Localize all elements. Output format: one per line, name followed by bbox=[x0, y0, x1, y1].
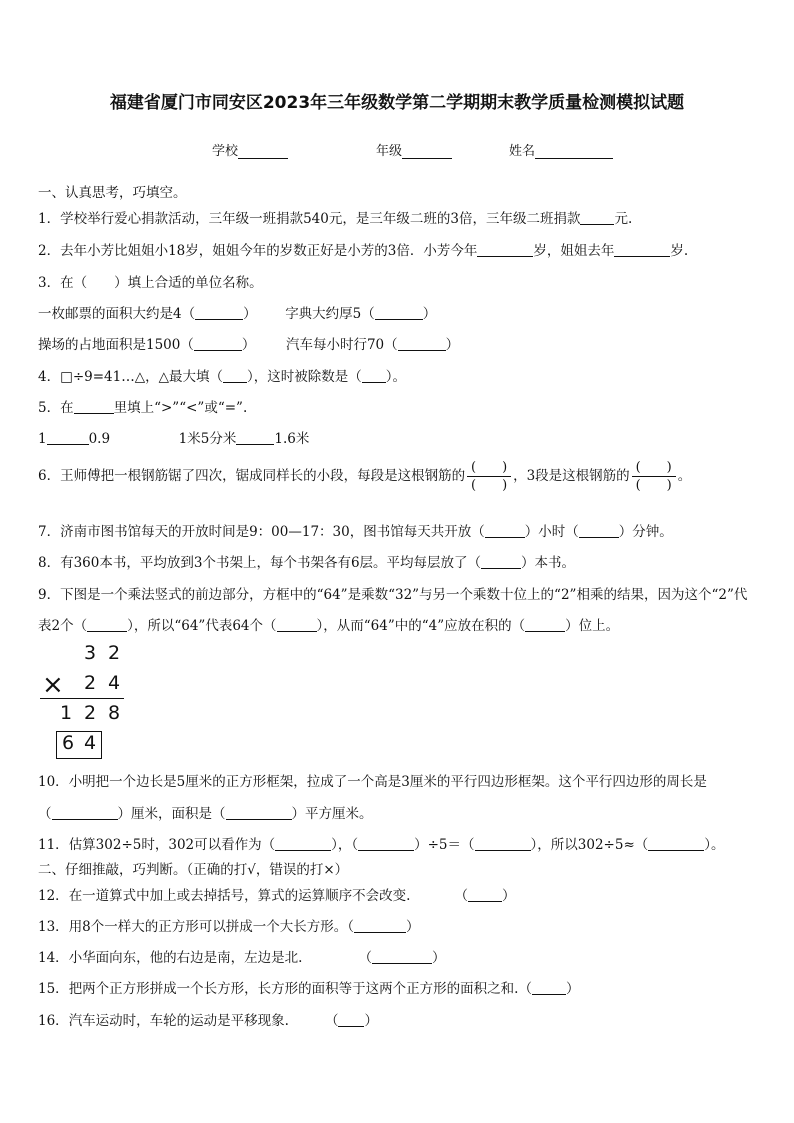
question-8 bbox=[38, 551, 575, 571]
q6-number: 6． bbox=[38, 468, 61, 484]
q11-text-b: ），（ bbox=[331, 837, 359, 853]
q10-blank-2[interactable] bbox=[226, 806, 292, 820]
q6-text-c: 。 bbox=[677, 468, 692, 484]
q7-number: 7． bbox=[38, 524, 61, 540]
q5-compare-blank-1[interactable] bbox=[47, 431, 89, 445]
q3-stamp-blank[interactable] bbox=[195, 306, 243, 320]
q14-answer-blank[interactable] bbox=[372, 950, 432, 964]
q2-text-a: 去年小芳比姐姐小18岁，姐姐今年的岁数正好是小芳的3倍．小芳今年 bbox=[60, 243, 478, 259]
q5-left-a: 1 bbox=[38, 431, 47, 447]
q5-sample-blank bbox=[74, 400, 114, 414]
name-blank[interactable] bbox=[535, 144, 613, 159]
q11-blank-4[interactable] bbox=[648, 837, 704, 851]
q3-dictionary-text: 字典大约厚5（ bbox=[285, 306, 375, 322]
q16-text: 汽车运动时，车轮的运动是平移现象. bbox=[68, 1013, 289, 1029]
q16-number: 16． bbox=[38, 1013, 69, 1029]
q11-text-e: ）。 bbox=[704, 837, 725, 853]
question-6 bbox=[38, 459, 691, 494]
q10-text-d: ）平方厘米。 bbox=[291, 806, 373, 822]
boxed-product-tens-digit: 6 bbox=[61, 732, 75, 754]
q2-number: 2． bbox=[38, 243, 61, 259]
q2-blank-2[interactable] bbox=[614, 243, 670, 257]
question-15 bbox=[38, 977, 579, 997]
q1-blank[interactable] bbox=[580, 211, 614, 225]
q3-car-close: ） bbox=[445, 337, 460, 353]
q6-fraction-2-denominator[interactable]: ( ) bbox=[635, 478, 672, 493]
q5-text-a: 在 bbox=[60, 400, 74, 416]
q5-right-a: 1米5分米 bbox=[178, 431, 237, 447]
q5-left-b: 0.9 bbox=[88, 431, 111, 447]
q7-blank-2[interactable] bbox=[579, 524, 619, 538]
q10-blank-1[interactable] bbox=[52, 806, 118, 820]
q6-fraction-1-numerator[interactable]: ( ) bbox=[471, 460, 508, 475]
multiplier-tens-digit: 2 bbox=[83, 672, 97, 694]
q12-paren-close: ） bbox=[501, 888, 516, 904]
question-3 bbox=[38, 271, 263, 291]
q16-answer-blank[interactable] bbox=[338, 1013, 364, 1027]
q7-text-b: ）小时（ bbox=[524, 524, 579, 540]
q5-compare-blank-2[interactable] bbox=[236, 431, 274, 445]
q14-paren-close: ） bbox=[431, 950, 446, 966]
question-3-row-2 bbox=[38, 333, 459, 353]
school-blank[interactable] bbox=[238, 144, 288, 159]
page-title: 福建省厦门市同安区2023年三年级数学第二学期期末教学质量检测模拟试题 bbox=[109, 93, 685, 113]
question-14 bbox=[38, 946, 445, 966]
q9-text-b: 表2个（ bbox=[38, 618, 88, 634]
q9-text-c: ），所以“64”代表64个（ bbox=[127, 618, 277, 634]
question-12 bbox=[38, 884, 515, 904]
q3-dictionary-blank[interactable] bbox=[375, 306, 423, 320]
q11-blank-1[interactable] bbox=[275, 837, 331, 851]
q11-text-c: ）÷5＝（ bbox=[414, 837, 475, 853]
boxed-product-ones-digit: 4 bbox=[83, 732, 97, 754]
multiplier-ones-digit: 4 bbox=[107, 672, 121, 694]
q9-number: 9． bbox=[38, 587, 61, 603]
q3-number: 3． bbox=[38, 275, 61, 291]
q12-paren-open: （ bbox=[454, 888, 468, 904]
q3-car-text: 汽车每小时行70（ bbox=[285, 337, 398, 353]
question-4 bbox=[38, 365, 406, 385]
q10-text-b: （ bbox=[38, 806, 52, 822]
q13-number: 13． bbox=[38, 919, 69, 935]
question-10 bbox=[38, 770, 707, 790]
q9-text: 下图是一个乘法竖式的前边部分，方框中的“64”是乘数“32”与另一个乘数十位上的“2”相乘的结果，因为这个“2”代 bbox=[60, 587, 748, 603]
question-2 bbox=[38, 239, 688, 259]
question-10-continued bbox=[38, 802, 373, 822]
q6-fraction-1-denominator[interactable]: ( ) bbox=[471, 478, 508, 493]
partial-product-ones-digit: 8 bbox=[107, 702, 121, 724]
q4-text-b: ），这时被除数是（ bbox=[247, 369, 362, 385]
q12-text: 在一道算式中加上或去掉括号，算式的运算顺序不会改变. bbox=[68, 888, 411, 904]
school-label: 学校 bbox=[212, 144, 239, 159]
q8-text-b: ）本书。 bbox=[521, 555, 576, 571]
question-7 bbox=[38, 520, 673, 540]
multiplicand-tens-digit: 3 bbox=[83, 642, 97, 664]
question-16 bbox=[38, 1009, 378, 1029]
q15-answer-blank[interactable] bbox=[532, 981, 566, 995]
q6-fraction-1[interactable] bbox=[467, 459, 511, 494]
q9-blank-3[interactable] bbox=[525, 618, 565, 632]
q6-fraction-2[interactable] bbox=[632, 459, 676, 494]
q11-text-d: ），所以302÷5≈（ bbox=[530, 837, 649, 853]
q9-text-e: ）位上。 bbox=[565, 618, 620, 634]
q13-text: 用8个一样大的正方形可以拼成一个大长方形。（ bbox=[68, 919, 355, 935]
q13-answer-blank[interactable] bbox=[354, 919, 406, 933]
q10-text-c: ）厘米，面积是（ bbox=[117, 806, 226, 822]
q8-text-a: 有360本书，平均放到3个书架上，每个书架各有6层。平均每层放了（ bbox=[60, 555, 482, 571]
name-label: 姓名 bbox=[509, 144, 536, 159]
q4-text-c: ）。 bbox=[385, 369, 407, 385]
question-9-continued bbox=[38, 614, 619, 634]
q9-text-d: ），从而“64”中的“4”应放在积的（ bbox=[316, 618, 526, 634]
q15-paren-close: ） bbox=[565, 981, 580, 997]
partial-product-tens-digit: 2 bbox=[83, 702, 97, 724]
q6-text-a: 王师傅把一根钢筋锯了四次，锯成同样长的小段，每段是这根钢筋的 bbox=[60, 468, 466, 484]
question-3-row-1 bbox=[38, 302, 436, 322]
question-13 bbox=[38, 915, 420, 935]
q6-fraction-2-numerator[interactable]: ( ) bbox=[635, 460, 672, 475]
q4-blank-2[interactable] bbox=[362, 369, 386, 383]
q8-blank[interactable] bbox=[481, 555, 521, 569]
vertical-multiplication-figure bbox=[38, 640, 138, 762]
q2-text-c: 岁. bbox=[670, 243, 689, 259]
q3-playground-text: 操场的占地面积是1500（ bbox=[38, 337, 194, 353]
q1-text: 学校举行爱心捐款活动，三年级一班捐款540元，是三年级二班的3倍，三年级二班捐款 bbox=[60, 211, 581, 227]
q1-unit: 元. bbox=[614, 211, 633, 227]
q4-number: 4． bbox=[38, 369, 61, 385]
name-field[interactable] bbox=[509, 140, 613, 159]
q11-text-a: 估算302÷5时，302可以看作为（ bbox=[68, 837, 276, 853]
q10-number: 10． bbox=[38, 774, 69, 790]
q11-blank-2[interactable] bbox=[358, 837, 414, 851]
q3-stamp-close: ） bbox=[243, 306, 257, 322]
q3-playground-close: ） bbox=[241, 337, 256, 353]
q12-number: 12． bbox=[38, 888, 69, 904]
q15-number: 15． bbox=[38, 981, 69, 997]
q9-blank-1[interactable] bbox=[87, 618, 127, 632]
q3-text: 在（ ）填上合适的单位名称。 bbox=[60, 275, 263, 291]
grade-blank[interactable] bbox=[402, 144, 452, 159]
q9-blank-2[interactable] bbox=[277, 618, 317, 632]
q11-number: 11． bbox=[38, 837, 69, 853]
q7-text-a: 济南市图书馆每天的开放时间是9：00—17：30，图书馆每天共开放（ bbox=[60, 524, 485, 540]
q2-text-b: 岁，姐姐去年 bbox=[533, 243, 615, 259]
question-5 bbox=[38, 396, 247, 416]
question-11 bbox=[38, 833, 725, 853]
q4-blank-1[interactable] bbox=[223, 369, 247, 383]
question-9 bbox=[38, 583, 747, 603]
q5-right-b: 1.6米 bbox=[274, 431, 310, 447]
question-1 bbox=[38, 207, 632, 227]
q11-blank-3[interactable] bbox=[475, 837, 531, 851]
multiplication-rule-line bbox=[40, 698, 124, 699]
q16-paren-close: ） bbox=[364, 1013, 378, 1029]
question-5-row bbox=[38, 427, 309, 447]
q10-text: 小明把一个边长是5厘米的正方形框架，拉成了一个高是3厘米的平行四边形框架。这个平行四边形的周长是 bbox=[68, 774, 707, 790]
grade-field[interactable] bbox=[376, 140, 452, 159]
q14-paren-open: （ bbox=[358, 950, 372, 966]
q15-text: 把两个正方形拼成一个长方形，长方形的面积等于这两个正方形的面积之和.（ bbox=[68, 981, 532, 997]
q7-blank-1[interactable] bbox=[485, 524, 525, 538]
q13-paren-close: ） bbox=[406, 919, 420, 935]
q3-playground-blank[interactable] bbox=[194, 337, 242, 351]
q1-number: 1． bbox=[38, 211, 61, 227]
q7-text-c: ）分钟。 bbox=[618, 524, 673, 540]
q4-text-a: □÷9=41…△，△最大填（ bbox=[60, 369, 224, 385]
q3-car-blank[interactable] bbox=[398, 337, 446, 351]
section-1-heading: 一、认真思考，巧填空。 bbox=[38, 185, 187, 201]
q2-blank-1[interactable] bbox=[477, 243, 533, 257]
q8-number: 8． bbox=[38, 555, 61, 571]
partial-product-hundreds-digit: 1 bbox=[59, 702, 73, 724]
grade-label: 年级 bbox=[376, 144, 403, 159]
multiply-sign: × bbox=[42, 670, 64, 700]
q5-number: 5． bbox=[38, 400, 61, 416]
q14-number: 14． bbox=[38, 950, 69, 966]
q3-stamp-text: 一枚邮票的面积大约是4（ bbox=[38, 306, 196, 322]
school-field[interactable] bbox=[212, 140, 288, 159]
q16-paren-open: （ bbox=[324, 1013, 339, 1029]
section-2-heading: 二、仔细推敲，巧判断。（正确的打√，错误的打×） bbox=[38, 862, 349, 878]
q12-answer-blank[interactable] bbox=[468, 888, 502, 902]
q5-text-b: 里填上“>”“<”或“=”. bbox=[113, 400, 248, 416]
q6-text-b: ，3段是这根钢筋的 bbox=[513, 468, 630, 484]
multiplicand-ones-digit: 2 bbox=[107, 642, 121, 664]
q14-text: 小华面向东，他的右边是南，左边是北. bbox=[68, 950, 303, 966]
q3-dictionary-close: ） bbox=[422, 306, 437, 322]
